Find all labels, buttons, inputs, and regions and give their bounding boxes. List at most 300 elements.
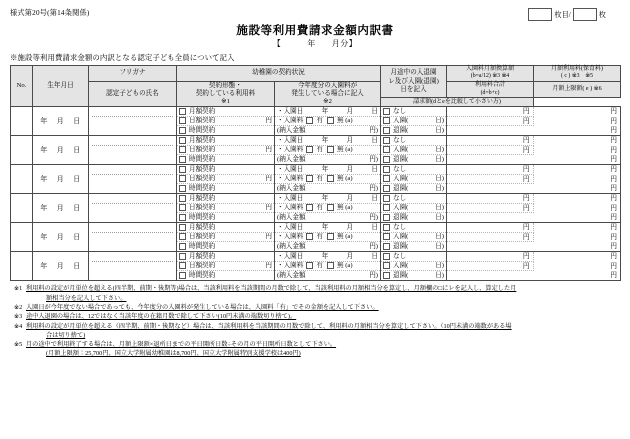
checkbox-icon[interactable]: [306, 175, 313, 182]
mid-entry-row[interactable]: [381, 117, 446, 126]
col-header-monthly-fee: [534, 65, 621, 81]
cell-child-name[interactable]: [89, 165, 177, 194]
entry-fee-row[interactable]: [275, 117, 380, 126]
mid-none-label: なし: [393, 165, 407, 173]
checkbox-icon[interactable]: [383, 214, 390, 221]
mid-exit-day-suffix: 日): [435, 272, 444, 280]
contract-hourly-row[interactable]: [177, 213, 274, 222]
payment-amount-yen: 円): [369, 156, 378, 164]
col-header-fee-total: [447, 81, 534, 98]
monthly-cap-value[interactable]: 円: [610, 204, 617, 212]
entry-date-prefix: ・入園日: [277, 194, 304, 202]
cell-amounts[interactable]: [447, 223, 621, 252]
contract-daily-label: 日額契約: [189, 233, 216, 241]
checkbox-icon[interactable]: [383, 272, 390, 279]
claim-amount-value[interactable]: 円: [610, 185, 617, 193]
payment-amount-yen: 円): [369, 243, 378, 251]
cell-no[interactable]: [11, 165, 33, 194]
footnote-line: [10, 304, 620, 313]
checkbox-icon[interactable]: [383, 233, 390, 240]
mid-none-row[interactable]: [381, 107, 446, 116]
furigana-divider: [92, 174, 173, 175]
mid-entry-label: 入園(: [393, 204, 409, 212]
contract-monthly-row[interactable]: [177, 165, 274, 174]
cell-entry-fee[interactable]: [275, 165, 381, 194]
entry-date-day: 日: [371, 194, 378, 202]
checkbox-icon[interactable]: [179, 233, 186, 240]
contract-daily-label: 日額契約: [189, 175, 216, 183]
footnote-line: [10, 295, 620, 304]
instruction-note: ※施設等利用費請求金額の内訳となる認定子ども全員について記入: [10, 52, 235, 62]
sheet-total-box[interactable]: [573, 8, 597, 21]
fee-total-value[interactable]: 円: [447, 262, 534, 271]
footnote-mark: ※2: [14, 304, 23, 311]
monthly-cap-label: 月額上限額( e ) ※6: [552, 85, 602, 92]
payment-amount-yen: 円): [369, 272, 378, 280]
contract-monthly-label: 月額契約: [189, 136, 216, 144]
monthly-fee-value[interactable]: 円: [610, 224, 617, 232]
entry-date-prefix: ・入園日: [277, 107, 304, 115]
cell-child-name[interactable]: [89, 107, 177, 136]
contract-monthly-label: 月額契約: [189, 223, 216, 231]
col-header-mid-month: [381, 65, 447, 97]
contract-monthly-label: 月額契約: [189, 252, 216, 260]
payment-amount-row[interactable]: [275, 271, 380, 280]
checkbox-icon[interactable]: [327, 146, 334, 153]
dob-month: 月: [56, 146, 65, 155]
payment-amount-yen: 円): [369, 127, 378, 135]
checkbox-icon[interactable]: [179, 117, 186, 124]
contract-hourly-label: 時間契約: [189, 156, 216, 164]
cell-child-name[interactable]: [89, 252, 177, 281]
contract-daily-row[interactable]: [177, 146, 274, 155]
entry-fee-prefix: ・入園料: [277, 233, 304, 241]
contract-hourly-label: 時間契約: [189, 243, 216, 251]
amount-row-1: [447, 194, 620, 203]
dob-day: 日: [73, 262, 81, 271]
checkbox-icon[interactable]: [179, 175, 186, 182]
cell-amounts[interactable]: [447, 194, 621, 223]
furigana-divider: [92, 145, 173, 146]
checkbox-icon[interactable]: [383, 204, 390, 211]
entry-fee-monthly-value[interactable]: 円: [447, 107, 534, 116]
mid-exit-row[interactable]: [381, 213, 446, 222]
cell-contract-type[interactable]: [177, 165, 275, 194]
dob-year: 年: [40, 262, 48, 271]
amount-row-1: [447, 165, 620, 174]
monthly-fee-value[interactable]: 円: [610, 253, 617, 261]
checkbox-icon[interactable]: [179, 185, 186, 192]
amount-row-2: [447, 233, 620, 242]
col-header-furigana: フリガナ: [89, 65, 177, 81]
entry-fee-row[interactable]: [275, 146, 380, 155]
cell-entry-fee[interactable]: [275, 252, 381, 281]
checkbox-icon[interactable]: [383, 185, 390, 192]
cell-mid-month[interactable]: [381, 194, 447, 223]
payment-amount-row[interactable]: [275, 242, 380, 251]
mid-month-line3: 日を記入: [400, 85, 427, 93]
monthly-cap-value[interactable]: 円: [610, 117, 617, 125]
cell-mid-month[interactable]: [381, 136, 447, 165]
footnote-mark: ※3: [14, 313, 23, 321]
entry-fee-prefix: ・入園料: [277, 175, 304, 183]
checkbox-icon[interactable]: [306, 117, 313, 124]
entry-date-month: 月: [346, 194, 354, 202]
cell-dob[interactable]: [33, 252, 89, 281]
mid-entry-row[interactable]: [381, 233, 446, 242]
checkbox-icon[interactable]: [179, 195, 186, 202]
amount-row-1: [447, 223, 620, 232]
cell-contract-type[interactable]: [177, 107, 275, 136]
fee-total-value[interactable]: 円: [447, 175, 534, 184]
monthly-cap-value[interactable]: 円: [610, 262, 617, 270]
checkbox-icon[interactable]: [383, 166, 390, 173]
footnote-mark: ※5: [14, 341, 23, 349]
mid-entry-label: 入園(: [393, 117, 409, 125]
claim-amount-value[interactable]: 円: [610, 127, 617, 135]
fee-total-value[interactable]: 円: [447, 204, 534, 213]
contract-hourly-row[interactable]: [177, 155, 274, 164]
contract-type-line2: 契約している利用料: [195, 89, 256, 97]
mid-entry-day-suffix: 日): [435, 146, 444, 154]
cell-contract-type[interactable]: [177, 223, 275, 252]
contract-monthly-label: 月額契約: [189, 165, 216, 173]
contract-daily-yen: 円: [265, 262, 272, 270]
entry-fee-monthly-value[interactable]: 円: [447, 136, 534, 145]
mid-exit-label: 退園(: [393, 156, 409, 164]
cell-dob[interactable]: [33, 165, 89, 194]
checkbox-icon[interactable]: [327, 204, 334, 211]
header-top-row: [10, 8, 620, 22]
checkbox-icon[interactable]: [383, 146, 390, 153]
col-header-child-name: 認定子どもの氏名: [89, 81, 177, 107]
checkbox-icon[interactable]: [179, 166, 186, 173]
entry-fee-row[interactable]: [275, 262, 380, 271]
monthly-cap-value[interactable]: 円: [610, 146, 617, 154]
form-number: 様式第20号(第14条関係): [10, 9, 90, 17]
checkbox-icon[interactable]: [327, 175, 334, 182]
cell-no[interactable]: [11, 136, 33, 165]
mid-entry-row[interactable]: [381, 146, 446, 155]
contract-monthly-row[interactable]: [177, 252, 274, 261]
cell-amounts[interactable]: [447, 107, 621, 136]
sheet-unit-label: 枚: [598, 10, 606, 19]
mid-none-row[interactable]: [381, 252, 446, 261]
table-row: [11, 136, 621, 165]
contract-monthly-row[interactable]: [177, 136, 274, 145]
monthly-fee-value[interactable]: 円: [610, 166, 617, 174]
entry-date-year: 年: [321, 136, 329, 144]
cell-contract-type[interactable]: [177, 194, 275, 223]
checkbox-icon[interactable]: [179, 146, 186, 153]
entry-fee-prefix: ・入園料: [277, 204, 304, 212]
monthly-fee-value[interactable]: 円: [610, 195, 617, 203]
checkbox-icon[interactable]: [179, 243, 186, 250]
dob-year: 年: [40, 204, 48, 213]
entry-date-day: 日: [371, 223, 378, 231]
cell-entry-fee[interactable]: [275, 136, 381, 165]
checkbox-icon[interactable]: [179, 156, 186, 163]
contract-hourly-row[interactable]: [177, 271, 274, 280]
cell-no[interactable]: [11, 194, 33, 223]
cell-amounts[interactable]: [447, 136, 621, 165]
entry-date-prefix: ・入園日: [277, 252, 304, 260]
cell-dob[interactable]: [33, 223, 89, 252]
col-header-monthly-cap: [534, 81, 621, 98]
monthly-fee-value[interactable]: 円: [610, 108, 617, 116]
dob-month: 月: [56, 233, 65, 242]
contract-daily-label: 日額契約: [189, 262, 216, 270]
entry-date-month: 月: [346, 107, 354, 115]
cell-child-name[interactable]: [89, 136, 177, 165]
checkbox-icon[interactable]: [306, 146, 313, 153]
mid-entry-label: 入園(: [393, 233, 409, 241]
checkbox-icon[interactable]: [327, 233, 334, 240]
dob-month: 月: [56, 262, 65, 271]
checkbox-icon[interactable]: [383, 262, 390, 269]
entry-date-day: 日: [371, 136, 378, 144]
table-header: [11, 65, 621, 106]
contract-monthly-row[interactable]: [177, 107, 274, 116]
contract-daily-yen: 円: [265, 117, 272, 125]
amount-row-1: [447, 107, 620, 116]
mid-month-line1: 月途中の入退園: [390, 69, 437, 77]
col-header-contract-type: [177, 81, 275, 107]
entry-date-row[interactable]: [275, 194, 380, 203]
mid-exit-day-suffix: 日): [435, 156, 444, 164]
entry-date-row[interactable]: [275, 107, 380, 116]
entry-fee-no-label: 無 (a): [336, 262, 353, 270]
cell-mid-month[interactable]: [381, 107, 447, 136]
fee-total-value[interactable]: 円: [447, 117, 534, 126]
dob-day: 日: [73, 204, 81, 213]
payment-amount-row[interactable]: [275, 213, 380, 222]
mid-exit-row[interactable]: [381, 271, 446, 280]
entry-fee-yes-label: 有: [316, 204, 323, 212]
entry-date-prefix: ・入園日: [277, 165, 304, 173]
entry-fee-no-label: 無 (a): [336, 175, 353, 183]
contract-hourly-label: 時間契約: [189, 185, 216, 193]
mid-exit-row[interactable]: [381, 155, 446, 164]
mid-none-label: なし: [393, 194, 407, 202]
mid-entry-row[interactable]: [381, 175, 446, 184]
fee-total-line1: 利用料合計: [474, 82, 505, 89]
payment-amount-label: (納入金額: [277, 127, 306, 135]
claim-amount-value[interactable]: 円: [610, 243, 617, 251]
checkbox-icon[interactable]: [179, 137, 186, 144]
cell-contract-type[interactable]: [177, 136, 275, 165]
entry-fee-line2: 発生している場合に記入: [291, 89, 364, 97]
entry-fee-row[interactable]: [275, 233, 380, 242]
payment-amount-row[interactable]: [275, 184, 380, 193]
cell-no[interactable]: [11, 107, 33, 136]
cell-entry-fee[interactable]: [275, 223, 381, 252]
contract-daily-row[interactable]: [177, 262, 274, 271]
entry-fee-row[interactable]: [275, 204, 380, 213]
checkbox-icon[interactable]: [327, 262, 334, 269]
mid-entry-label: 入園(: [393, 262, 409, 270]
cell-amounts[interactable]: [447, 165, 621, 194]
checkbox-icon[interactable]: [383, 175, 390, 182]
payment-amount-row[interactable]: [275, 155, 380, 164]
entry-fee-monthly-value[interactable]: 円: [447, 223, 534, 232]
claim-amount-value[interactable]: 円: [610, 156, 617, 164]
furigana-divider: [92, 203, 173, 204]
cell-dob[interactable]: [33, 136, 89, 165]
checkbox-icon[interactable]: [179, 272, 186, 279]
cell-entry-fee[interactable]: [275, 107, 381, 136]
table-row: [11, 107, 621, 136]
contract-daily-label: 日額契約: [189, 117, 216, 125]
mid-none-row[interactable]: [381, 165, 446, 174]
entry-date-row[interactable]: [275, 136, 380, 145]
contract-daily-row[interactable]: [177, 233, 274, 242]
mid-none-row[interactable]: [381, 223, 446, 232]
cell-mid-month[interactable]: [381, 252, 447, 281]
footnote-line: [10, 341, 620, 350]
mid-exit-day-suffix: 日): [435, 243, 444, 251]
monthly-cap-value[interactable]: 円: [610, 233, 617, 241]
monthly-cap-value[interactable]: 円: [610, 175, 617, 183]
mid-exit-row[interactable]: [381, 242, 446, 251]
fee-total-value[interactable]: 円: [447, 146, 534, 155]
contract-daily-yen: 円: [265, 175, 272, 183]
checkbox-icon[interactable]: [383, 224, 390, 231]
entry-fee-monthly-value[interactable]: 円: [447, 165, 534, 174]
mid-entry-day-suffix: 日): [435, 204, 444, 212]
monthly-fee-line2: ( c ) ※3 ※5: [560, 73, 594, 80]
mid-none-label: なし: [393, 223, 407, 231]
entry-fee-yes-label: 有: [316, 233, 323, 241]
mid-exit-row[interactable]: [381, 184, 446, 193]
mid-none-row[interactable]: [381, 194, 446, 203]
checkbox-icon[interactable]: [179, 108, 186, 115]
cell-mid-month[interactable]: [381, 165, 447, 194]
footnote-text: 入園日が今年度でない場合であっても、今年度分の入園料が発生している場合は、入園料「有」でその金額を記入して下さい。: [26, 304, 379, 311]
contract-hourly-row[interactable]: [177, 126, 274, 135]
contract-daily-row[interactable]: [177, 175, 274, 184]
footnotes-section: [10, 285, 620, 359]
claim-amount-value[interactable]: 円: [610, 214, 617, 222]
monthly-fee-value[interactable]: 円: [610, 137, 617, 145]
contract-hourly-row[interactable]: [177, 184, 274, 193]
furigana-divider: [92, 116, 173, 117]
fee-total-value[interactable]: 円: [447, 233, 534, 242]
mid-exit-label: 退園(: [393, 214, 409, 222]
checkbox-icon[interactable]: [327, 117, 334, 124]
cell-contract-type[interactable]: [177, 252, 275, 281]
mid-exit-row[interactable]: [381, 126, 446, 135]
contract-daily-label: 日額契約: [189, 146, 216, 154]
entry-date-row[interactable]: [275, 223, 380, 232]
checkbox-icon[interactable]: [179, 204, 186, 211]
table-row: [11, 165, 621, 194]
checkbox-icon[interactable]: [179, 253, 186, 260]
footnote-text: 利用料の設定が月単位を超える(四半期、前期・後期等)場合は、当該利用料を当該期間の月数で除して、当該利用料の月額相当分を算定し、月額欄の□にレを記入し、算定した月: [26, 285, 517, 293]
payment-amount-row[interactable]: [275, 126, 380, 135]
cell-child-name[interactable]: [89, 194, 177, 223]
checkbox-icon[interactable]: [383, 195, 390, 202]
claim-amount-value[interactable]: 円: [610, 272, 617, 280]
payment-amount-yen: 円): [369, 214, 378, 222]
checkbox-icon[interactable]: [383, 127, 390, 134]
checkbox-icon[interactable]: [383, 137, 390, 144]
entry-date-row[interactable]: [275, 165, 380, 174]
checkbox-icon[interactable]: [179, 214, 186, 221]
table-row: [11, 194, 621, 223]
table-body: [11, 107, 621, 281]
payment-amount-label: (納入金額: [277, 243, 306, 251]
col-header-contract-status: 幼稚園の契約状況: [177, 65, 381, 81]
contract-daily-row[interactable]: [177, 117, 274, 126]
amount-row-2: [447, 204, 620, 213]
contract-monthly-row[interactable]: [177, 223, 274, 232]
checkbox-icon[interactable]: [383, 253, 390, 260]
contract-hourly-row[interactable]: [177, 242, 274, 251]
checkbox-icon[interactable]: [179, 127, 186, 134]
cell-mid-month[interactable]: [381, 223, 447, 252]
contract-daily-label: 日額契約: [189, 204, 216, 212]
entry-date-year: 年: [321, 252, 329, 260]
cell-entry-fee[interactable]: [275, 194, 381, 223]
mid-entry-row[interactable]: [381, 204, 446, 213]
cell-amounts[interactable]: [447, 252, 621, 281]
entry-date-row[interactable]: [275, 252, 380, 261]
payment-amount-label: (納入金額: [277, 214, 306, 222]
amount-row-2: [447, 175, 620, 184]
contract-daily-yen: 円: [265, 146, 272, 154]
checkbox-icon[interactable]: [179, 262, 186, 269]
dob-day: 日: [73, 175, 81, 184]
page-title: 施設等利用費請求金額内訳書: [236, 25, 394, 37]
cell-no[interactable]: [11, 223, 33, 252]
entry-fee-monthly-value[interactable]: 円: [447, 252, 534, 261]
checkbox-icon[interactable]: [306, 233, 313, 240]
checkbox-icon[interactable]: [383, 108, 390, 115]
entry-fee-monthly-value[interactable]: 円: [447, 194, 534, 203]
mid-none-row[interactable]: [381, 136, 446, 145]
cell-no[interactable]: [11, 252, 33, 281]
entry-fee-line1: 今年度分の入園料が: [297, 81, 358, 89]
fee-total-line2: (d=b+c): [480, 89, 500, 96]
checkbox-icon[interactable]: [383, 243, 390, 250]
period-year-label: 年: [307, 39, 316, 49]
entry-fee-row[interactable]: [275, 175, 380, 184]
footnote-line: [10, 323, 620, 332]
payment-amount-label: (納入金額: [277, 272, 306, 280]
entry-fee-yes-label: 有: [316, 175, 323, 183]
entry-fee-no-label: 無 (a): [336, 117, 353, 125]
mid-entry-day-suffix: 日): [435, 262, 444, 270]
checkbox-icon[interactable]: [306, 262, 313, 269]
checkbox-icon[interactable]: [383, 117, 390, 124]
contract-daily-row[interactable]: [177, 204, 274, 213]
mid-entry-row[interactable]: [381, 262, 446, 271]
checkbox-icon[interactable]: [306, 204, 313, 211]
footnote-text: 途中入退園の場合は、12ではなく当該年度の在籍月数で除して下さい(10円未満の端数切り捨て)。: [26, 313, 297, 321]
contract-monthly-row[interactable]: [177, 194, 274, 203]
cell-child-name[interactable]: [89, 223, 177, 252]
contract-type-line1: 契約形態・: [209, 81, 242, 89]
checkbox-icon[interactable]: [179, 224, 186, 231]
cell-dob[interactable]: [33, 107, 89, 136]
sheet-current-box[interactable]: [528, 8, 552, 21]
cell-dob[interactable]: [33, 194, 89, 223]
entry-fee-no-label: 無 (a): [336, 204, 353, 212]
mid-none-label: なし: [393, 136, 407, 144]
checkbox-icon[interactable]: [383, 156, 390, 163]
entry-fee-prefix: ・入園料: [277, 117, 304, 125]
